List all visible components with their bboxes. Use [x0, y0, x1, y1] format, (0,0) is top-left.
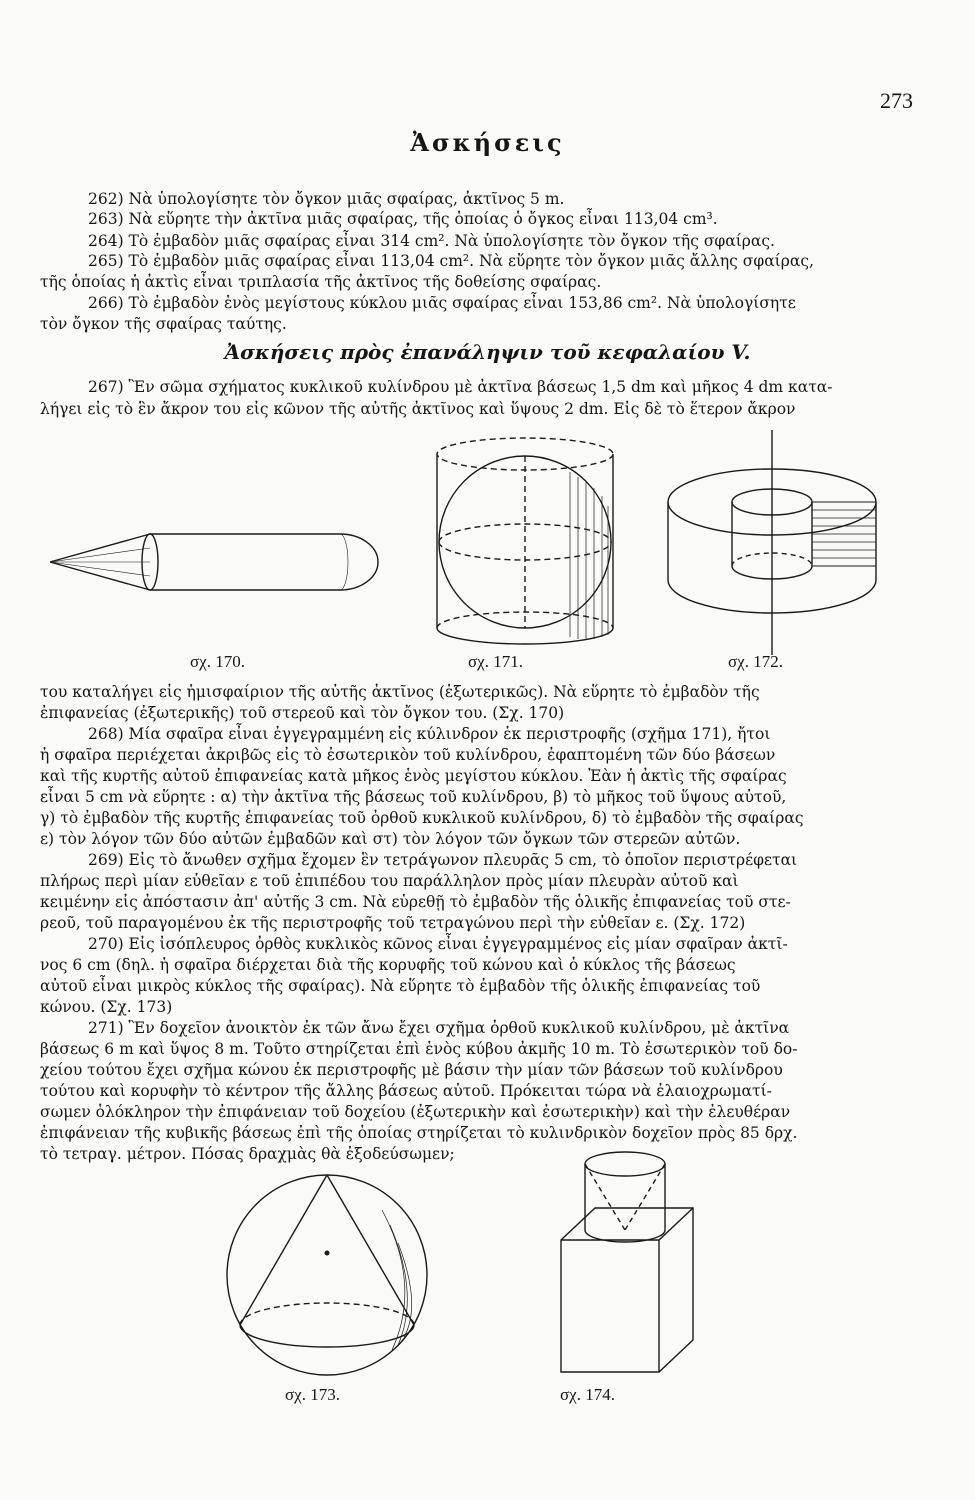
exercise-line: χείου τούτου ἔχει σχῆμα κώνου ἐκ περιστροφῆς μὲ βάσιν τὴν μίαν τῶν βάσεων τοῦ κυλίνδρου	[40, 1061, 783, 1079]
exercise-line: 267) Ἓν σῶμα σχήματος κυκλικοῦ κυλίνδρου μὲ ἀκτῖνα βάσεως 1,5 dm καὶ μῆκος 4 dm κατα-	[88, 378, 833, 396]
exercise-line: τὸν ὄγκον τῆς σφαίρας ταύτης.	[40, 315, 287, 333]
exercise-line: καὶ τῆς κυρτῆς αὐτοῦ ἐπιφανείας κατὰ μῆκος ἑνὸς μεγίστου κύκλου. Ἐὰν ἡ ἀκτὶς τῆς σφαίρας	[40, 767, 787, 785]
exercise-line: 265) Τὸ ἐμβαδὸν μιᾶς σφαίρας εἶναι 113,04 cm². Νὰ εὕρητε τὸν ὄγκον μιᾶς ἄλλης σφαίρας,	[88, 252, 814, 270]
exercise-line: ἡ σφαῖρα περιέχεται ἀκριβῶς εἰς τὸ ἐσωτερικὸν τοῦ κυλίνδρου, ἐφαπτομένη τῶν δύο βάσεων	[40, 746, 776, 764]
exercise-line: γ) τὸ ἐμβαδὸν τῆς κυρτῆς ἐπιφανείας τοῦ ὀρθοῦ κυκλικοῦ κυλίνδρου, δ) τὸ ἐμβαδὸν τῆς σφαίρας	[40, 809, 804, 827]
figure-173	[222, 1165, 432, 1380]
exercise-line: 264) Τὸ ἐμβαδὸν μιᾶς σφαίρας εἶναι 314 cm². Νὰ ὑπολογίσητε τὸν ὄγκον τῆς σφαίρας.	[88, 232, 775, 250]
exercise-line: ἐπιφάνειαν τῆς κυβικῆς βάσεως ἐπὶ τῆς ὁποίας στηρίζεται τὸ κυλινδρικὸν δοχεῖον πρὸς 85 δρχ.	[40, 1124, 798, 1142]
exercise-line: βάσεως 6 m καὶ ὕψος 8 m. Τοῦτο στηρίζεται ἐπὶ ἑνὸς κύβου ἀκμῆς 10 m. Τὸ ἐσωτερικὸν τοῦ δο-	[40, 1040, 798, 1058]
figure-174	[555, 1148, 705, 1383]
exercise-line: 262) Νὰ ὑπολογίσητε τὸν ὄγκον μιᾶς σφαίρας, ἀκτῖνος 5 m.	[88, 190, 565, 208]
exercise-line: κώνου. (Σχ. 173)	[40, 998, 173, 1016]
caption-fig-174: σχ. 174.	[560, 1385, 615, 1404]
caption-fig-170: σχ. 170.	[190, 652, 245, 671]
exercise-line: 271) Ἓν δοχεῖον ἀνοικτὸν ἐκ τῶν ἄνω ἔχει σχῆμα ὀρθοῦ κυκλικοῦ κυλίνδρου, μὲ ἀκτῖνα	[88, 1019, 790, 1037]
page-title: Ἀσκήσεις	[410, 128, 565, 157]
exercise-line: τὸ τετραγ. μέτρον. Πόσας δραχμὰς θὰ ἐξοδεύσωμεν;	[40, 1145, 455, 1163]
exercise-line: εἶναι 5 cm νὰ εὕρητε : α) τὴν ἀκτῖνα τῆς βάσεως τοῦ κυλίνδρου, β) τὸ μῆκος τοῦ ὕψους αὐτοῦ,	[40, 788, 787, 806]
exercise-line: αὐτοῦ εἶναι μικρὸς κύκλος τῆς σφαίρας). Νὰ εὕρητε τὸ ἐμβαδὸν τῆς ὁλικῆς ἐπιφανείας τοῦ	[40, 977, 761, 995]
exercise-line: ρεοῦ, τοῦ παραγομένου ἐκ τῆς περιστροφῆς τοῦ τετραγώνου περὶ τὴν εὐθεῖαν ε. (Σχ. 172)	[40, 914, 746, 932]
caption-fig-171: σχ. 171.	[468, 652, 523, 671]
caption-fig-173: σχ. 173.	[285, 1385, 340, 1404]
exercise-line: του καταλήγει εἰς ἡμισφαίριον τῆς αὐτῆς ἀκτῖνος (ἐξωτερικῶς). Νὰ εὕρητε τὸ ἐμβαδὸν τῆς	[40, 683, 760, 701]
exercise-line: σωμεν ὁλόκληρον τὴν ἐπιφάνειαν τοῦ δοχείου (ἐξωτερικὴν καὶ ἐσωτερικὴν) καὶ τὴν ἐλευθέραν	[40, 1103, 791, 1121]
exercise-line: 266) Τὸ ἐμβαδὸν ἑνὸς μεγίστους κύκλου μιᾶς σφαίρας εἶναι 153,86 cm². Νὰ ὑπολογίσητε	[88, 294, 796, 312]
exercise-line: 263) Νὰ εὕρητε τὴν ἀκτῖνα μιᾶς σφαίρας, τῆς ὁποίας ὁ ὄγκος εἶναι 113,04 cm³.	[88, 210, 718, 228]
exercise-line: τῆς ὁποίας ἡ ἀκτὶς εἶναι τριπλασία τῆς ἀκτῖνος τῆς δοθείσης σφαίρας.	[40, 273, 602, 291]
caption-fig-172: σχ. 172.	[728, 652, 783, 671]
exercise-line: λήγει εἰς τὸ ἓν ἄκρον του εἰς κῶνον τῆς αὐτῆς ἀκτῖνος καὶ ὕψους 2 dm. Εἰς δὲ τὸ ἕτερον ἄκρον	[40, 400, 796, 418]
page-number: 273	[880, 88, 913, 113]
exercise-line: 268) Μία σφαῖρα εἶναι ἐγγεγραμμένη εἰς κύλινδρον ἐκ περιστροφῆς (σχῆμα 171), ἤτοι	[88, 725, 771, 743]
exercise-line: πλήρως περὶ μίαν εὐθεῖαν ε τοῦ ἐπιπέδου του παράλληλον πρὸς μίαν πλευρὰν αὐτοῦ καὶ	[40, 872, 739, 890]
figure-172	[665, 430, 915, 660]
exercise-line: νος 6 cm (δηλ. ἡ σφαῖρα διέρχεται διὰ τῆς κορυφῆς τοῦ κώνου καὶ ὁ κύκλος τῆς βάσεως	[40, 956, 736, 974]
exercise-line: τούτου καὶ κορυφὴν τὸ κέντρον τῆς ἄλλης βάσεως αὐτοῦ. Πρόκειται τώρα νὰ ἐλαιοχρωματί-	[40, 1082, 772, 1100]
exercise-line: κειμένην εἰς ἀπόστασιν ἀπ' αὐτῆς 3 cm. Νὰ εὑρεθῇ τὸ ἐμβαδὸν τῆς ὁλικῆς ἐπιφανείας τοῦ στε-	[40, 893, 791, 911]
exercise-line: ε) τὸν λόγον τῶν δύο αὐτῶν ἐμβαδῶν καὶ στ) τὸν λόγον τῶν ὄγκων τῶν στερεῶν αὐτῶν.	[40, 830, 741, 848]
figure-171	[420, 432, 640, 652]
exercise-line: 269) Εἰς τὸ ἄνωθεν σχῆμα ἔχομεν ἓν τετράγωνον πλευρᾶς 5 cm, τὸ ὁποῖον περιστρέφεται	[88, 851, 798, 869]
figure-170	[40, 500, 410, 600]
exercise-line: ἐπιφανείας (ἐξωτερικῆς) τοῦ στερεοῦ καὶ τὸν ὄγκον του. (Σχ. 170)	[40, 704, 565, 722]
section-title: Ἀσκήσεις πρὸς ἐπανάληψιν τοῦ κεφαλαίου V.	[224, 340, 751, 364]
exercise-line: 270) Εἰς ἰσόπλευρος ὀρθὸς κυκλικὸς κῶνος εἶναι ἐγγεγραμμένος εἰς μίαν σφαῖραν ἀκτῖ-	[88, 935, 788, 953]
